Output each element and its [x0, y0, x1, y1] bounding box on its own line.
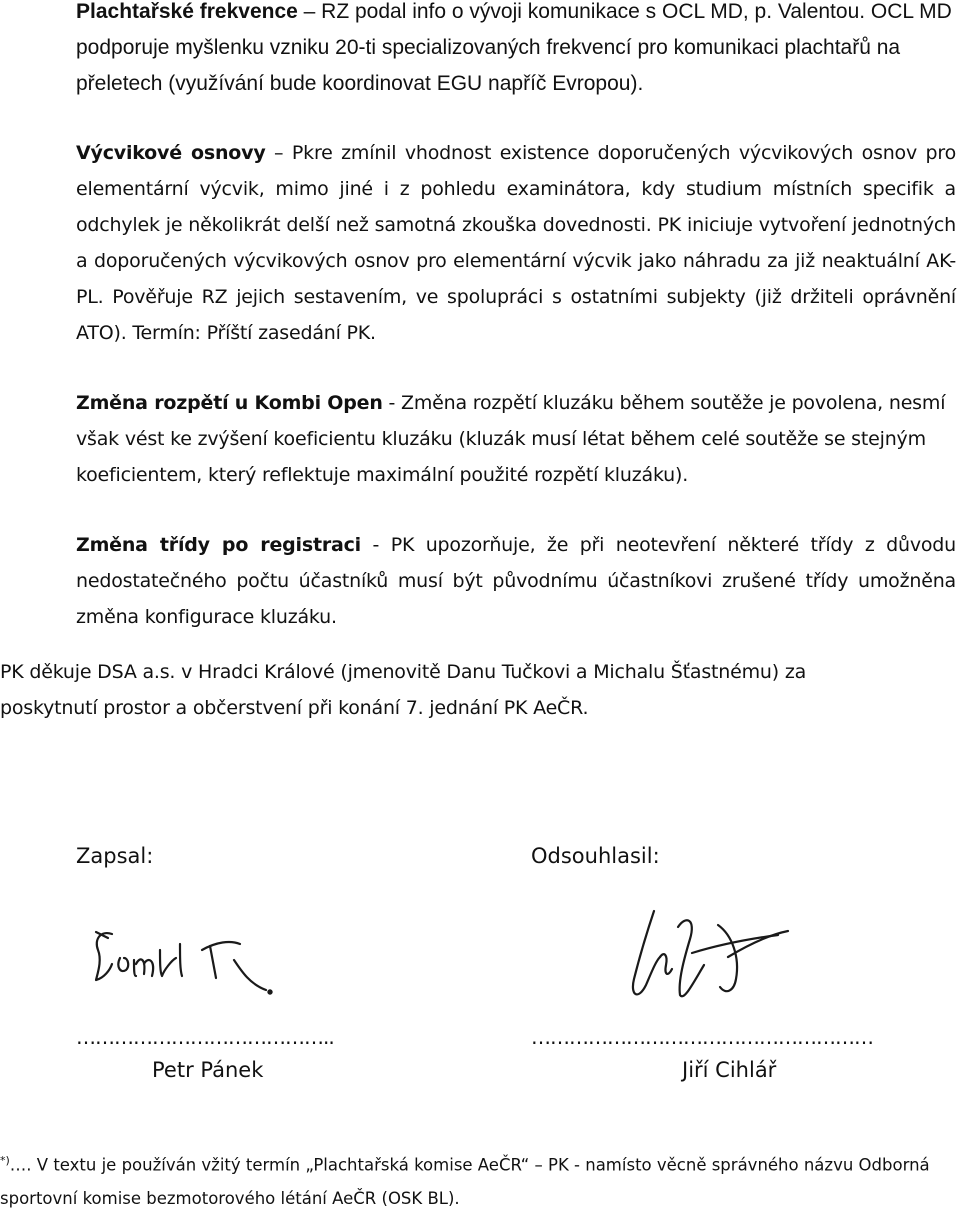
section-osnovy-body: Pkre zmínil vhodnost existence doporučených výcvikových osnov pro elementární výcvik, mimo jiné i z pohledu examinátora, kdy studium místních specifik a odchylek je několikrát delší než samotná zkouška dovednosti. PK iniciuje vytvoření jednotných a doporučených výcvikových osnov pro elementární výcvik jako náhradu za již neaktuální AK-PL. Pověřuje RZ jejich sestavením, ve spolupráci s ostatními subjekty (již držiteli oprávnění ATO). Termín: Příští zasedání PK. [76, 142, 957, 344]
signature-right-image [608, 905, 828, 1005]
section-osnovy-title: Výcvikové osnovy [76, 142, 266, 164]
footnote-text: …. V textu je používán vžitý termín „Plachtařská komise AeČR“ – PK - namísto věcně správného názvu Odborná sportovní komise bezmotorového létání AeČR (OSK BL). [0, 1155, 930, 1208]
signature-right-line: ……………………………………………… [531, 1025, 873, 1049]
signature-right-label: Odsouhlasil: [531, 844, 660, 868]
signature-left-label: Zapsal: [76, 844, 154, 868]
signature-right-name: Jiří Cihlář [682, 1058, 777, 1082]
section-trida-title: Změna třídy po registraci [76, 534, 361, 556]
signature-left-line: ………………………………….. [76, 1025, 334, 1049]
thanks-paragraph: PK děkuje DSA a.s. v Hradci Králové (jmenovitě Danu Tučkovi a Michalu Šťastnému) za poskytnutí prostor a občerstvení při konání 7. jednání PK AeČR. [0, 661, 807, 719]
footnote [0, 1144, 950, 1215]
section-frekvence-body: RZ podal info o vývoji komunikace s OCL MD, p. Valentou. OCL MD podporuje myšlenku vzniku 20-ti specializovaných frekvencí pro komunikaci plachtařů na přeletech (využívání bude koordinovat EGU napříč Evropou). [76, 0, 952, 95]
section-rozpeti-title: Změna rozpětí u Kombi Open [76, 392, 383, 414]
section-trida: Změna třídy po registraci - PK upozorňuje, že při neotevření některé třídy z důvodu nedostatečného počtu účastníků musí být původnímu účastníkovi zrušené třídy umožněna změna konfigurace kluzáku. [76, 534, 956, 628]
section-rozpeti-body: Změna rozpětí kluzáku během soutěže je povolena, nesmí však vést ke zvýšení koeficientu kluzáku (kluzák musí létat během celé soutěže se stejným koeficientem, který reflektuje maximální použité rozpětí kluzáku). [76, 392, 946, 486]
signature-left-image [90, 920, 280, 1000]
footnote-mark: *) [0, 1154, 10, 1167]
section-trida-body: PK upozorňuje, že při neotevření některé třídy z důvodu nedostatečného počtu účastníků musí být původnímu účastníkovi zrušené třídy umožněna změna konfigurace kluzáku. [76, 534, 956, 628]
section-frekvence-title: Plachtařské frekvence [76, 0, 298, 23]
signature-left-name: Petr Pánek [152, 1058, 264, 1082]
section-frekvence: Plachtařské frekvence – RZ podal info o vývoji komunikace s OCL MD, p. Valentou. OCL MD podporuje myšlenku vzniku 20-ti specializovaných frekvencí pro komunikaci plachtařů na přeletech (využívání bude koordinovat EGU napříč Evropou). [76, 0, 952, 95]
section-rozpeti: Změna rozpětí u Kombi Open - Změna rozpětí kluzáku během soutěže je povolena, nesmí však vést ke zvýšení koeficientu kluzáku (kluzák musí létat během celé soutěže se stejným koeficientem, který reflektuje maximální použité rozpětí kluzáku). [76, 392, 946, 486]
section-osnovy: Výcvikové osnovy – Pkre zmínil vhodnost existence doporučených výcvikových osnov pro elementární výcvik, mimo jiné i z pohledu examinátora, kdy studium místních specifik a odchylek je několikrát delší než samotná zkouška dovednosti. PK iniciuje vytvoření jednotných a doporučených výcvikových osnov pro elementární výcvik jako náhradu za již neaktuální AK-PL. Pověřuje RZ jejich sestavením, ve spolupráci s ostatními subjekty (již držiteli oprávnění ATO). Termín: Příští zasedání PK. [76, 142, 957, 344]
